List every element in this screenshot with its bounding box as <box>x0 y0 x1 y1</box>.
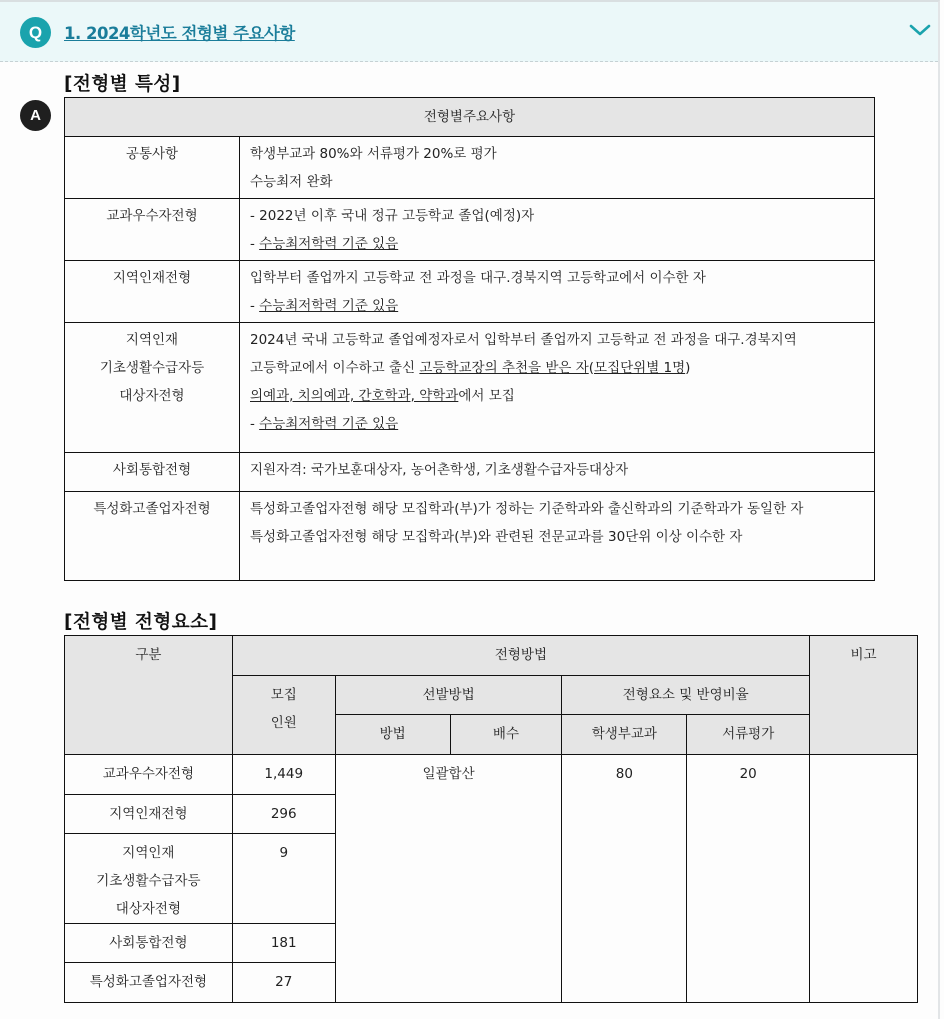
header-note: 비고 <box>810 636 918 755</box>
header-method-group: 전형방법 <box>232 636 809 676</box>
table-row <box>65 137 875 199</box>
row-label <box>65 199 240 261</box>
row-label-line: 지역인재전형 <box>112 270 192 286</box>
underlined-text: 의예과, 치의예과, 간호학과, 약학과 <box>250 388 459 404</box>
header-selection-multiple: 배수 <box>450 715 562 755</box>
quota-cell: 27 <box>232 963 335 1003</box>
row-label <box>65 137 240 199</box>
table-row <box>65 453 875 492</box>
row-value-line <box>250 523 864 551</box>
text: 에서 모집 <box>458 388 515 404</box>
text: - 2022년 이후 국내 정규 고등학교 졸업(예정)자 <box>250 208 535 224</box>
chevron-down-icon[interactable] <box>909 23 931 37</box>
header-document-eval: 서류평가 <box>687 715 810 755</box>
underlined-text: 고등학교장의 추천을 받은 자 <box>419 360 589 376</box>
row-value-line <box>250 495 864 523</box>
row-value-line <box>250 354 864 382</box>
row-value-line <box>250 326 864 354</box>
table-row <box>65 323 875 453</box>
row-label <box>65 492 240 581</box>
table-row <box>65 261 875 323</box>
header-school-record: 학생부교과 <box>562 715 687 755</box>
row-label-line: 교과우수자전형 <box>106 208 198 224</box>
row-value <box>240 261 875 323</box>
category-line: 대상자전형 <box>115 901 181 917</box>
row-label <box>65 261 240 323</box>
row-value <box>240 453 875 492</box>
underlined-text: 수능최저학력 기준 있음 <box>259 298 399 314</box>
row-value <box>240 137 875 199</box>
quota-cell: 1,449 <box>232 755 335 795</box>
table-row <box>65 492 875 581</box>
header-selection: 선발방법 <box>335 676 562 715</box>
row-label-line: 사회통합전형 <box>112 462 192 478</box>
text: - <box>250 236 260 252</box>
category-line: 지역인재전형 <box>109 806 188 822</box>
table-header: 전형별주요사항 <box>65 98 875 137</box>
text: 특성화고졸업자전형 해당 모집학과(부)가 정하는 기준학과와 출신학과의 기준학과가 동일한 자 <box>250 501 804 517</box>
school-record-cell: 80 <box>562 755 687 1003</box>
characteristics-table <box>64 97 875 581</box>
row-label-line: 공통사항 <box>125 146 179 162</box>
header-elements: 전형요소 및 반영비율 <box>562 676 810 715</box>
header-quota-line: 인원 <box>270 715 297 731</box>
row-value-line <box>250 140 864 168</box>
underlined-text: 수능최저학력 기준 있음 <box>259 236 399 252</box>
row-value-line <box>250 264 864 292</box>
faq-question-header[interactable] <box>0 2 938 62</box>
table-row <box>65 199 875 261</box>
document-eval-cell: 20 <box>687 755 810 1003</box>
text: 고등학교에서 이수하고 출신 <box>250 360 420 376</box>
method-cell: 일괄합산 <box>335 755 562 1003</box>
header-quota-line: 모집 <box>270 687 297 703</box>
row-value-line <box>250 382 864 410</box>
row-label <box>65 323 240 453</box>
row-label-line: 기초생활수급자등 <box>99 360 205 376</box>
quota-cell: 181 <box>232 924 335 963</box>
header-quota <box>232 676 335 755</box>
category-line: 기초생활수급자등 <box>96 873 201 889</box>
text: ( <box>588 360 595 376</box>
quota-cell: 9 <box>232 834 335 924</box>
text: 입학부터 졸업까지 고등학교 전 과정을 대구.경북지역 고등학교에서 이수한 자 <box>250 270 706 286</box>
row-label-line: 특성화고졸업자전형 <box>93 501 211 517</box>
row-value-line <box>250 410 864 438</box>
section-title-characteristics: [전형별 특성] <box>64 74 181 95</box>
category-cell <box>65 834 233 924</box>
row-value-line <box>250 202 864 230</box>
underlined-text: 모집단위별 1명 <box>594 360 686 376</box>
header-selection-method: 방법 <box>335 715 450 755</box>
question-badge: Q <box>20 17 51 48</box>
row-label-line: 대상자전형 <box>119 388 185 404</box>
row-value <box>240 199 875 261</box>
row-value-line <box>250 292 864 320</box>
category-cell <box>65 795 233 834</box>
row-value <box>240 323 875 453</box>
row-value-line <box>250 456 864 484</box>
category-cell <box>65 963 233 1003</box>
section-title-elements: [전형별 전형요소] <box>64 612 218 633</box>
text: 2024년 국내 고등학교 졸업예정자로서 입학부터 졸업까지 고등학교 전 과정을 대구.경북지역 <box>250 332 797 348</box>
category-line: 지역인재 <box>122 845 175 861</box>
row-label-line: 지역인재 <box>125 332 179 348</box>
category-line: 사회통합전형 <box>109 935 188 951</box>
text: 지원자격: 국가보훈대상자, 농어촌학생, 기초생활수급자등대상자 <box>250 462 629 478</box>
text: 학생부교과 80%와 서류평가 20%로 평가 <box>250 146 497 162</box>
elements-table <box>64 635 918 1003</box>
table-row <box>65 755 918 795</box>
row-label <box>65 453 240 492</box>
text: - <box>250 416 260 432</box>
text: 수능최저 완화 <box>250 174 333 190</box>
category-cell <box>65 924 233 963</box>
note-cell <box>810 755 918 1003</box>
text: 특성화고졸업자전형 해당 모집학과(부)와 관련된 전문교과를 30단위 이상 이수한 자 <box>250 529 743 545</box>
category-line: 특성화고졸업자전형 <box>89 974 208 990</box>
header-category: 구분 <box>65 636 233 755</box>
question-title-link[interactable]: 1. 2024학년도 전형별 주요사항 <box>64 24 295 43</box>
row-value-line <box>250 168 864 196</box>
text: - <box>250 298 260 314</box>
category-cell <box>65 755 233 795</box>
underlined-text: 수능최저학력 기준 있음 <box>259 416 399 432</box>
row-value <box>240 492 875 581</box>
answer-badge: A <box>20 100 51 131</box>
quota-cell: 296 <box>232 795 335 834</box>
category-line: 교과우수자전형 <box>102 766 195 782</box>
row-value-line <box>250 230 864 258</box>
text: ) <box>685 360 691 376</box>
